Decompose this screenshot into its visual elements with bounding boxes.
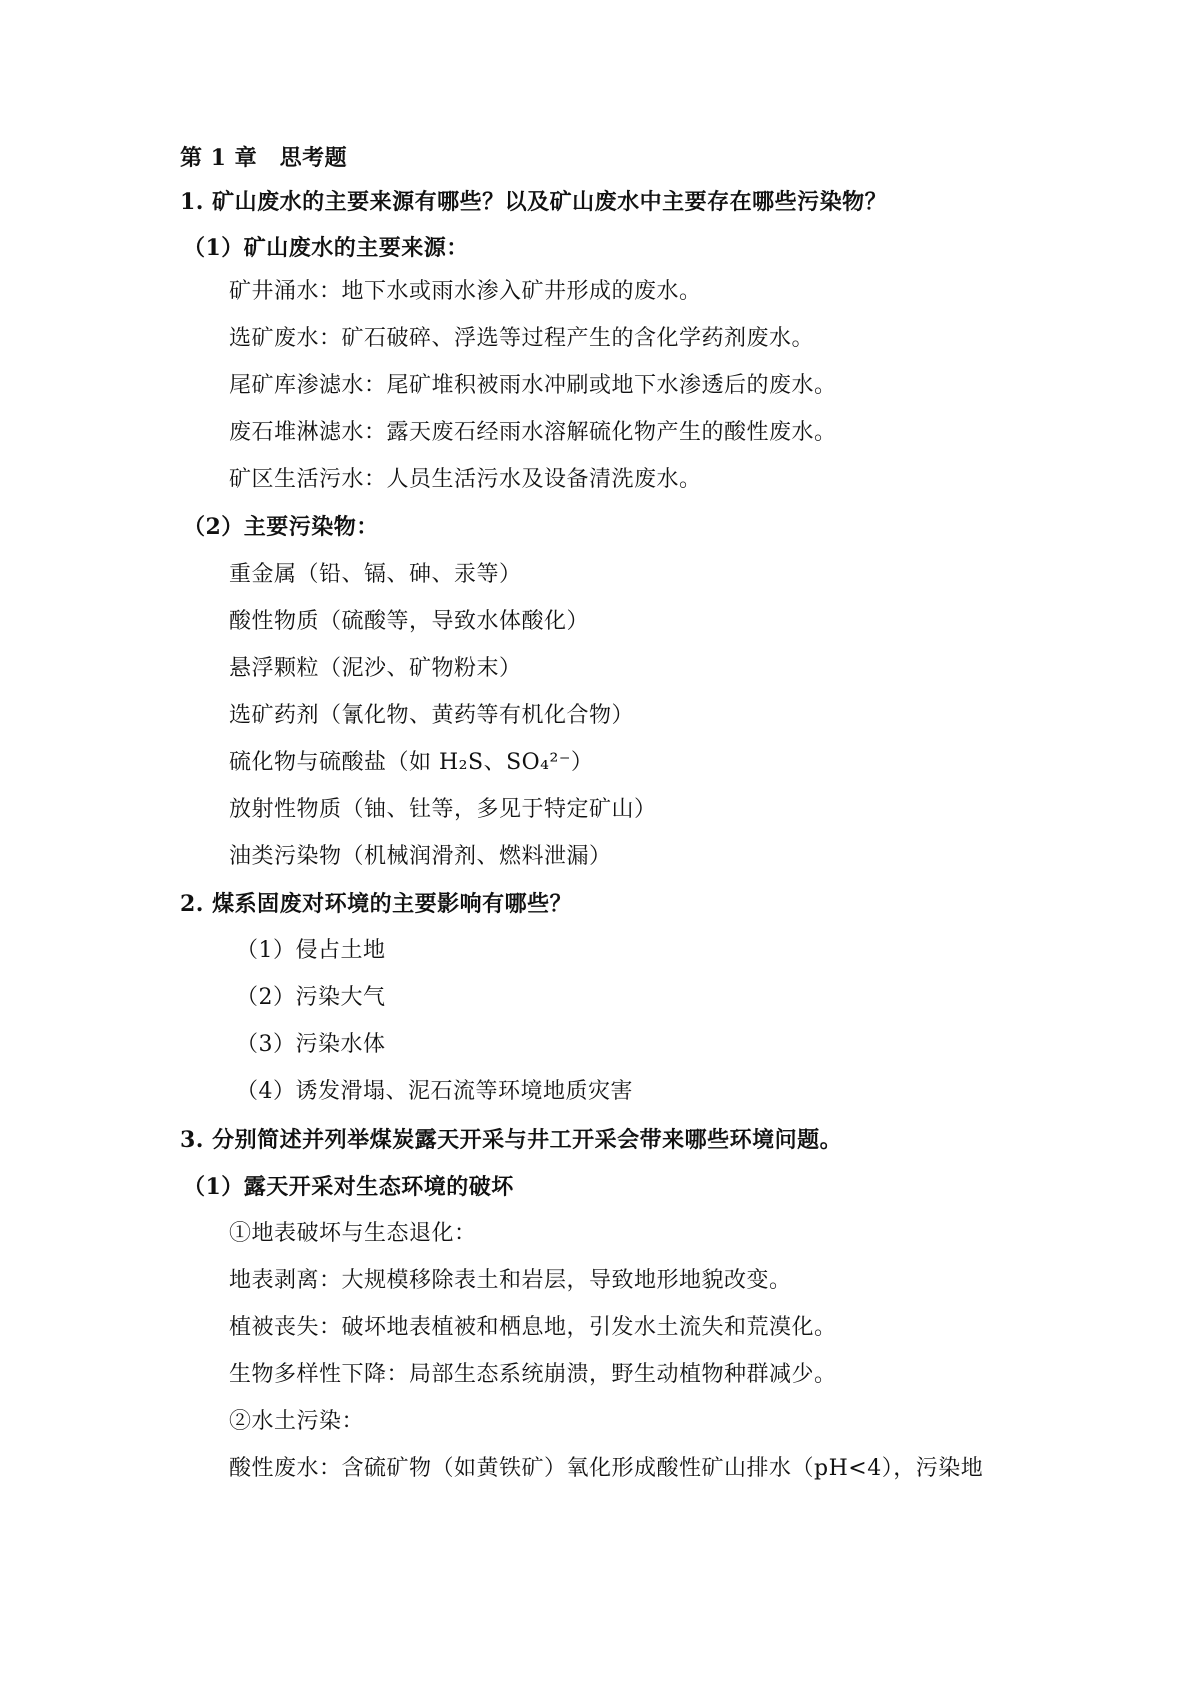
impact-item-land-occupation: （1）侵占土地: [236, 938, 386, 963]
q1-section-sources-title: （1）矿山废水的主要来源：: [183, 235, 469, 261]
pollutant-item-flotation-reagents: 选矿药剂（氰化物、黄药等有机化合物）: [229, 703, 635, 728]
source-item-beneficiation-water: 选矿废水：矿石破碎、浮选等过程产生的含化学药剂废水。: [229, 326, 815, 351]
impact-item-air-pollution: （2）污染大气: [236, 985, 386, 1010]
source-item-mine-water: 矿井涌水：地下水或雨水渗入矿井形成的废水。: [229, 279, 702, 304]
q3-subsection-surface-damage-title: ①地表破坏与生态退化：: [229, 1221, 477, 1246]
q1-section-pollutants-title: （2）主要污染物：: [183, 514, 379, 540]
surface-damage-item-stripping: 地表剥离：大规模移除表土和岩层，导致地形地貌改变。: [229, 1268, 792, 1293]
source-item-domestic-sewage: 矿区生活污水：人员生活污水及设备清洗废水。: [229, 467, 702, 492]
pollutant-item-radioactive-substances: 放射性物质（铀、钍等，多见于特定矿山）: [229, 797, 657, 822]
question-1-title: 1. 矿山废水的主要来源有哪些？以及矿山废水中主要存在哪些污染物？: [180, 189, 888, 215]
pollutant-item-oil-pollutants: 油类污染物（机械润滑剂、燃料泄漏）: [229, 844, 612, 869]
surface-damage-item-vegetation-loss: 植被丧失：破坏地表植被和栖息地，引发水土流失和荒漠化。: [229, 1315, 837, 1340]
source-item-waste-rock-leachate: 废石堆淋滤水：露天废石经雨水溶解硫化物产生的酸性废水。: [229, 420, 837, 445]
pollutant-item-heavy-metals: 重金属（铅、镉、砷、汞等）: [229, 562, 522, 587]
q3-section-open-pit-title: （1）露天开采对生态环境的破坏: [183, 1174, 514, 1200]
impact-item-geological-hazards: （4）诱发滑塌、泥石流等环境地质灾害: [236, 1079, 633, 1104]
source-item-tailings-leachate: 尾矿库渗滤水：尾矿堆积被雨水冲刷或地下水渗透后的废水。: [229, 373, 837, 398]
question-2-title: 2. 煤系固废对环境的主要影响有哪些？: [180, 891, 573, 917]
chapter-title: 第 1 章 思考题: [180, 145, 348, 171]
surface-damage-item-biodiversity: 生物多样性下降：局部生态系统崩溃，野生动植物种群减少。: [229, 1362, 837, 1387]
q3-subsection-water-soil-pollution-title: ②水土污染：: [229, 1409, 365, 1434]
water-soil-pollution-item-acid-drainage: 酸性废水：含硫矿物（如黄铁矿）氧化形成酸性矿山排水（pH<4），污染地: [229, 1456, 984, 1481]
pollutant-item-sulfides-sulfates: 硫化物与硫酸盐（如 H₂S、SO₄²⁻）: [229, 750, 594, 775]
question-3-title: 3. 分别简述并列举煤炭露天开采与井工开采会带来哪些环境问题。: [180, 1127, 843, 1153]
pollutant-item-acidic-substances: 酸性物质（硫酸等，导致水体酸化）: [229, 609, 590, 634]
pollutant-item-suspended-particles: 悬浮颗粒（泥沙、矿物粉末）: [229, 656, 522, 681]
impact-item-water-pollution: （3）污染水体: [236, 1032, 386, 1057]
